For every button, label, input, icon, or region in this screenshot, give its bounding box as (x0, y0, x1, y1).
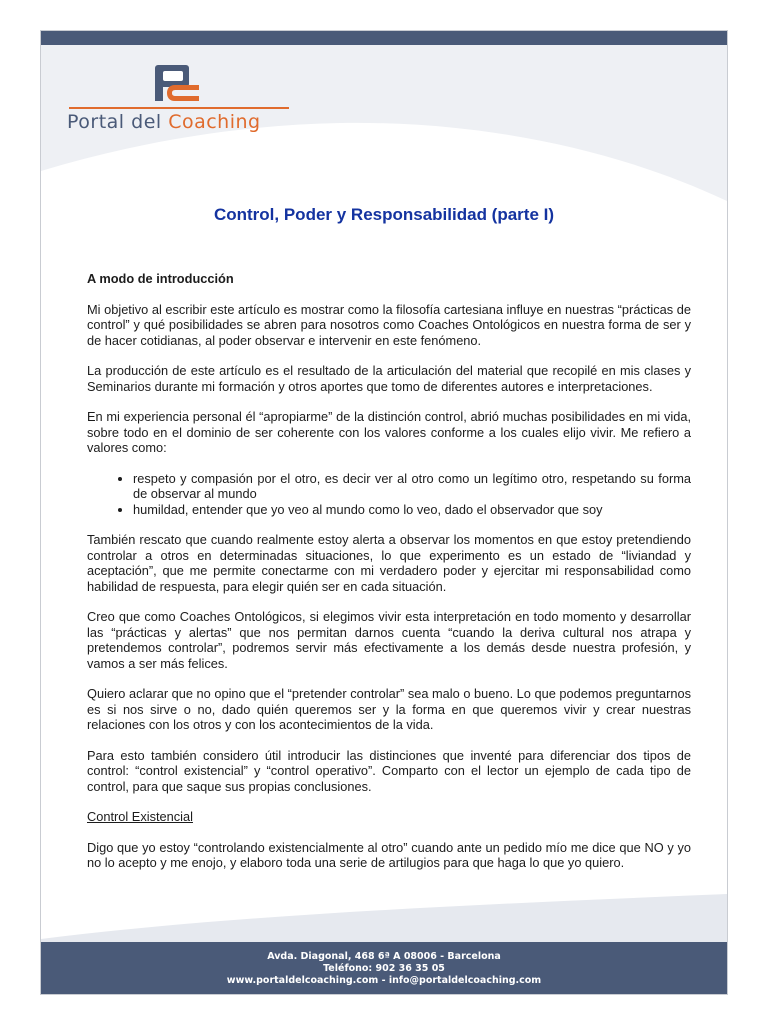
paragraph: Creo que como Coaches Ontológicos, si elegimos vivir esta interpretación en todo momento y desarrollar las “prácticas y alertas” que nos permitan darnos cuenta “cuando la deriva cultural nos atrapa y pretendemos controlar”, podremos servir más efectivamente a los demás desde nuestra profesión, y vamos a ser más felices. (87, 609, 691, 671)
logo-wordmark (67, 111, 261, 133)
paragraph: En mi experiencia personal él “apropiarme” de la distinción control, abrió muchas posibilidades en mi vida, sobre todo en el dominio de ser coherente con los valores conforme a los cuales elijo vivir. Me refiero a valores como: (87, 409, 691, 455)
list-item: • humildad, entender que yo veo al mundo como lo veo, dado el observador que soy (133, 502, 691, 518)
paragraph: Quiero aclarar que no opino que el “pretender controlar” sea malo o bueno. Lo que podemos preguntarnos es si nos sirve o no, dado quién queremos ser y la forma en que queremos vivir y crear nuestras relaciones con los otros y con los acontecimientos de la vida. (87, 686, 691, 732)
list-item: • respeto y compasión por el otro, es decir ver al otro como un legítimo otro, respetando su forma de observar al mundo (133, 471, 691, 502)
values-list (87, 471, 691, 518)
section-subheading: Control Existencial (87, 809, 193, 824)
paragraph: Mi objetivo al escribir este artículo es mostrar como la filosofía cartesiana influye en nuestras “prácticas de control” y qué posibilidades se abren para nosotros como Coaches Ontológicos en nuestra forma de ser y de hacer cotidianas, al poder observar e intervenir en este fenómeno. (87, 301, 691, 348)
portal-del-coaching-logo (67, 63, 297, 143)
footer-bar (41, 942, 727, 994)
logo-word-coaching: Coaching (168, 111, 261, 133)
intro-heading: A modo de introducción (87, 271, 234, 286)
paragraph: Para esto también considero útil introducir las distinciones que inventé para diferenciar dos tipos de control: “control existencial” y “control operativo”. Comparto con el lector un ejemplo de cada tipo de control, para que saque sus propias conclusiones. (87, 747, 691, 794)
logo-mark-icon (153, 63, 205, 103)
logo-rule (69, 107, 289, 109)
footer-phone: Teléfono: 902 36 35 05 (323, 963, 445, 974)
paragraph: También rescato que cuando realmente estoy alerta a observar los momentos en que estoy pretendiendo controlar a otros en determinadas situaciones, lo que experimento es un estado de “liviandad y aceptación”, que me permite conectarme con mi verdadero poder y ejercitar mi responsabilidad como habilidad de respuesta, para elegir quién ser en cada situación. (87, 532, 691, 594)
article-body (87, 271, 691, 886)
footer-contact: www.portaldelcoaching.com - info@portaldelcoaching.com (226, 975, 542, 986)
document-title: Control, Poder y Responsabilidad (parte I) (213, 205, 555, 224)
paragraph: La producción de este artículo es el resultado de la articulación del material que recopilé en mis clases y Seminarios durante mi formación y otros aportes que tomo de diferentes autores e interpretaciones. (87, 363, 691, 394)
footer-address: Avda. Diagonal, 468 6ª A 08006 - Barcelona (267, 951, 501, 962)
logo-word-portal: Portal del (67, 111, 162, 133)
paragraph: Digo que yo estoy “controlando existencialmente al otro” cuando ante un pedido mío me dice que NO y yo no lo acepto y me enojo, y elaboro toda una serie de artilugios para que haga lo que yo quiero. (87, 839, 691, 870)
document-page (40, 30, 728, 995)
